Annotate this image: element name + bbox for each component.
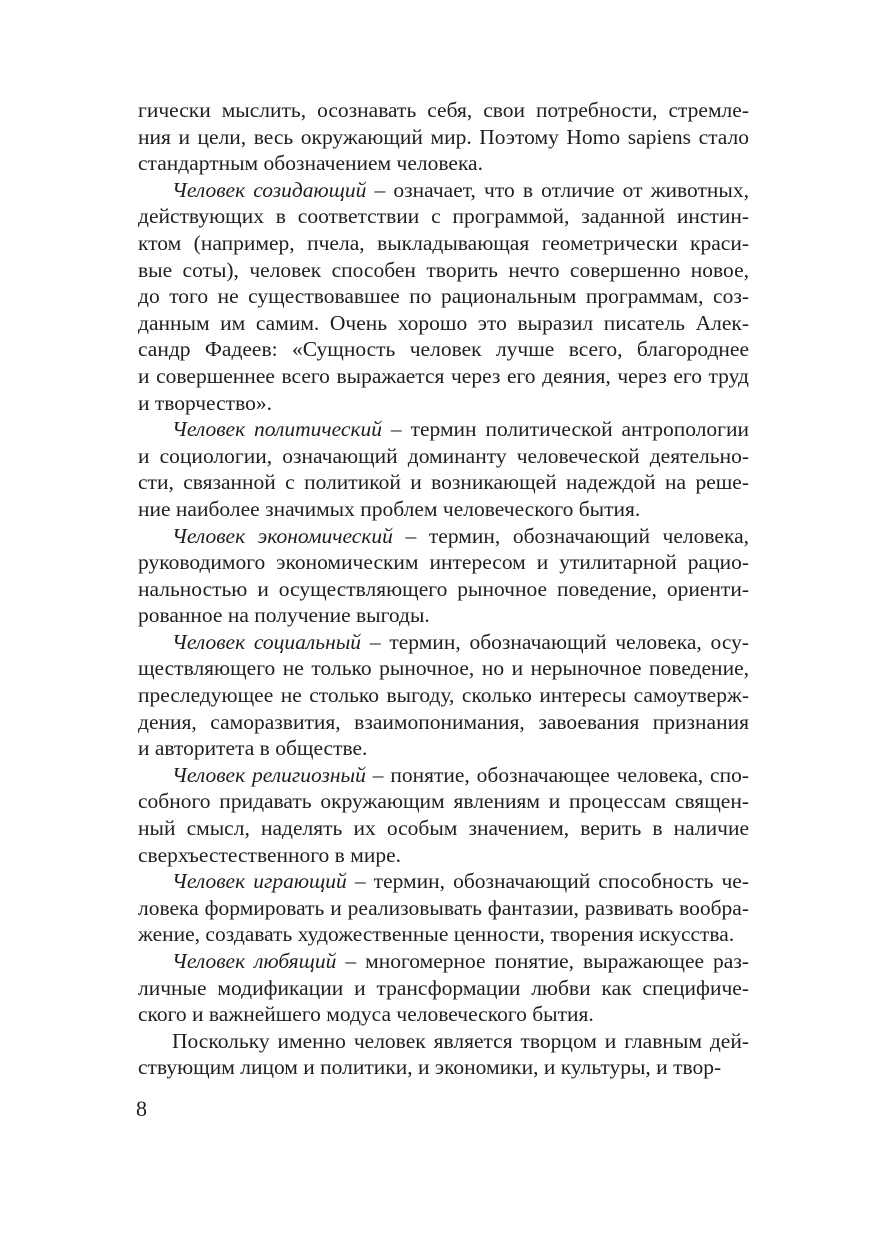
- text-line: Человек созидающий – означает, что в отличие от животных,: [172, 177, 749, 202]
- text-line: Человек играющий – термин, обозначающий способность че-: [172, 869, 750, 894]
- term-italic: Человек созидающий: [172, 177, 367, 202]
- paragraph: [138, 629, 749, 762]
- text-line: ловека формировать и реализовывать фантазии, развивать вообра-: [138, 895, 749, 920]
- paragraph: [138, 523, 749, 629]
- text-line: и социологии, означающий доминанту человеческой деятельно-: [138, 443, 749, 468]
- paragraph: [138, 762, 749, 868]
- text-line: ского и важнейшего модуса человеческого бытия.: [138, 1002, 594, 1027]
- text-line: ктом (например, пчела, выкладывающая геометрически краси-: [138, 230, 749, 255]
- text-line: нальностью и осуществляющего рыночное поведение, ориенти-: [138, 576, 749, 601]
- text-line: собного придавать окружающим явлениям и процессам священ-: [138, 789, 749, 814]
- text-line: руководимого экономическим интересом и утилитарной рацио-: [138, 550, 749, 575]
- text-line: ствующим лицом и политики, и экономики, и культуры, и твор-: [138, 1055, 722, 1080]
- text-line: личные модификации и трансформации любви как специфиче-: [138, 975, 749, 1000]
- text-line: и авторитета в обществе.: [138, 736, 368, 761]
- text-line: сверхъестественного в мире.: [138, 842, 401, 867]
- text-line: ния и цели, весь окружающий мир. Поэтому Homo sapiens стало: [138, 124, 749, 149]
- text-line: гически мыслить, осознавать себя, свои потребности, стремле-: [138, 98, 749, 122]
- term-italic: Человек политический: [172, 417, 383, 442]
- text-line: до того не существовавшее по рациональным программам, соз-: [138, 284, 749, 309]
- text-line: и совершеннее всего выражается через его деяния, через его труд: [138, 363, 749, 388]
- text-line: рованное на получение выгоды.: [138, 603, 430, 628]
- text-line: стандартным обозначением человека.: [138, 151, 483, 176]
- text-line: Человек экономический – термин, обозначающий человека,: [172, 523, 749, 548]
- text-line: вые соты), человек способен творить нечто совершенно новое,: [138, 257, 749, 282]
- paragraph: [138, 948, 749, 1028]
- paragraph: [138, 1028, 749, 1081]
- text-line: Человек политический – термин политической антропологии: [172, 417, 750, 442]
- text-line: данным им самим. Очень хорошо это выразил писатель Алек-: [138, 310, 749, 335]
- paragraph: [138, 868, 749, 948]
- text-line: ществляющего не только рыночное, но и нерыночное поведение,: [138, 656, 749, 681]
- text-line: действующих в соответствии с программой, заданной инстин-: [138, 204, 749, 229]
- text-line: жение, создавать художественные ценности, творения искусства.: [138, 922, 735, 947]
- term-italic: Человек социальный: [172, 629, 362, 654]
- term-italic: Человек религиозный: [172, 762, 366, 787]
- text-line: ние наиболее значимых проблем человеческого бытия.: [138, 496, 641, 521]
- term-italic: Человек любящий: [172, 949, 337, 973]
- text-block: [138, 97, 749, 1081]
- text-line: сандр Фадеев: «Сущность человек лучше всего, благороднее: [138, 337, 749, 362]
- text-line: Человек социальный – термин, обозначающий человека, осу-: [172, 629, 749, 654]
- text-line: Поскольку именно человек является творцом и главным дей-: [172, 1028, 749, 1053]
- text-line: и творчество».: [138, 390, 272, 415]
- text-line: Человек религиозный – понятие, обозначающее человека, спо-: [172, 762, 749, 787]
- paragraph: [138, 416, 749, 522]
- paragraph: [138, 177, 749, 416]
- paragraph: [138, 97, 749, 177]
- page-number: 8: [136, 1096, 147, 1121]
- text-line: Человек любящий – многомерное понятие, выражающее раз-: [172, 949, 749, 973]
- term-italic: Человек играющий: [172, 869, 347, 894]
- text-line: сти, связанной с политикой и возникающей надеждой на реше-: [138, 470, 749, 495]
- text-line: преследующее не столько выгоду, сколько интересы самоутверж-: [138, 683, 749, 708]
- text-line: ный смысл, наделять их особым значением, верить в наличие: [138, 816, 749, 841]
- text-line: дения, саморазвития, взаимопонимания, завоевания признания: [138, 709, 749, 734]
- term-italic: Человек экономический: [172, 523, 393, 548]
